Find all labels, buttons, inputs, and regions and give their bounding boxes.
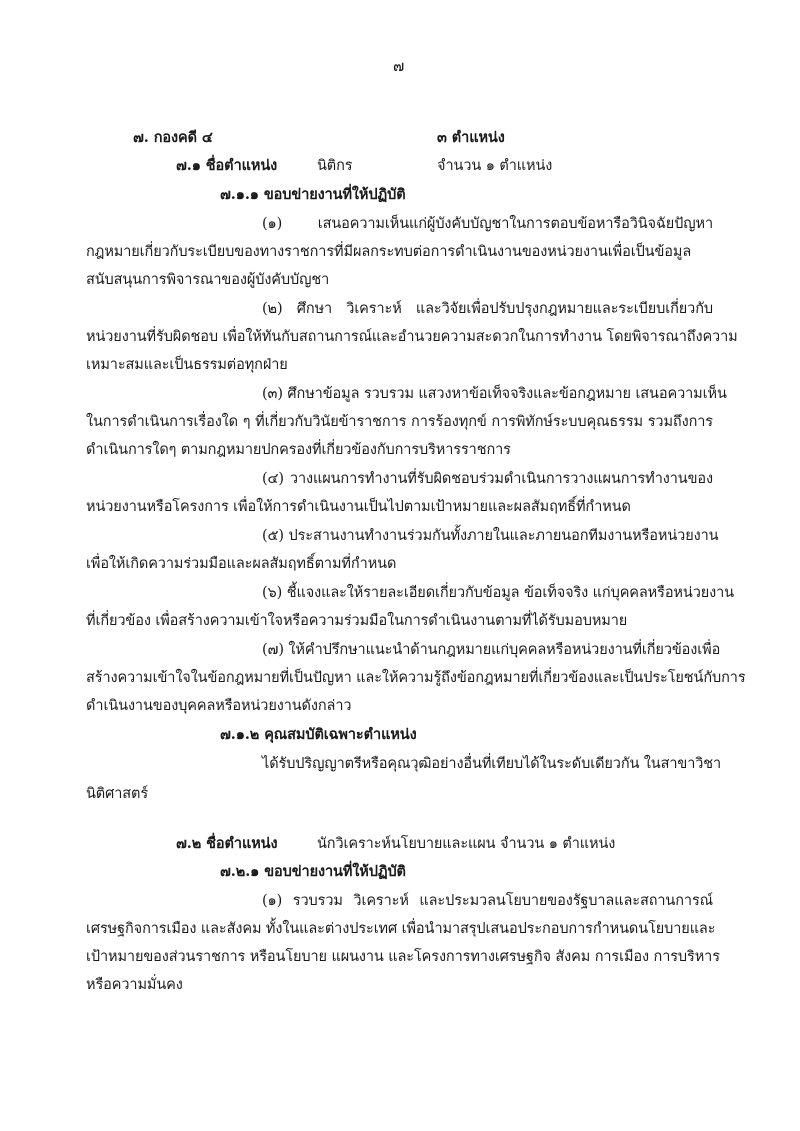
position-label: ๗.๒ ชื่อตำแหน่ง [176, 835, 278, 852]
qualifications-heading: ๗.๑.๒ คุณสมบัติเฉพาะตำแหน่ง [220, 726, 417, 743]
position-count: จำนวน ๑ ตำแหน่ง [500, 836, 616, 852]
paragraph-line: ดำเนินงานของบุคคลหรือหน่วยงานดังกล่าว [86, 698, 352, 714]
page-number: ๗ [393, 57, 405, 75]
position-count: จำนวน ๑ ตำแหน่ง [437, 158, 553, 174]
paragraph-line: หน่วยงานหรือโครงการ เพื่อให้การดำเนินงานเป็นไปตามเป้าหมายและผลสัมฤทธิ์ที่กำหนด [86, 499, 631, 515]
paragraph-line: (๗) ให้คำปรึกษาแนะนำด้านกฎหมายแก่บุคคลหรือหน่วยงานที่เกี่ยวข้องเพื่อ [262, 642, 721, 658]
paragraph-line: เหมาะสมและเป็นธรรมต่อทุกฝ่าย [86, 357, 288, 373]
section-heading-count: ๓ ตำแหน่ง [437, 129, 505, 146]
paragraph-line: (๕) ประสานงานทำงานร่วมกันทั้งภายในและภายนอกทีมงานหรือหน่วยงาน [262, 528, 719, 544]
position-label: ๗.๑ ชื่อตำแหน่ง [176, 157, 278, 174]
paragraph-line: นิติศาสตร์ [86, 786, 149, 802]
paragraph-line: หน่วยงานที่รับผิดชอบ เพื่อให้ทันกับสถานการณ์และอำนวยความสะดวกในการทำงาน โดยพิจารณาถึงความ [86, 329, 738, 345]
paragraph-line: กฎหมายเกี่ยวกับระเบียบของทางราชการที่มีผลกระทบต่อการดำเนินงานของหน่วยงานเพื่อเป็นข้อมูล [86, 244, 692, 260]
paragraph-line: สร้างความเข้าใจในข้อกฎหมายที่เป็นปัญหา และให้ความรู้ถึงข้อกฎหมายที่เกี่ยวข้องและเป็นประโยชน์กับการ [86, 670, 746, 686]
paragraph-line: หรือความมั่นคง [86, 977, 183, 993]
paragraph-line: เศรษฐกิจการเมือง และสังคม ทั้งในและต่างประเทศ เพื่อนำมาสรุปเสนอประกอบการกำหนดนโยบายและ [86, 921, 716, 937]
paragraph-line: (๔) วางแผนการทำงานที่รับผิดชอบร่วมดำเนินการวางแผนการทำงานของ [262, 471, 713, 487]
paragraph-line: (๒) ศึกษา วิเคราะห์ และวิจัยเพื่อปรับปรุงกฎหมายและระเบียบเกี่ยวกับ [262, 301, 713, 317]
paragraph-line: (๓) ศึกษาข้อมูล รวบรวม แสวงหาข้อเท็จจริงและข้อกฎหมาย เสนอความเห็น [262, 386, 727, 402]
paragraph-line: ที่เกี่ยวข้อง เพื่อสร้างความเข้าใจหรือความร่วมมือในการดำเนินงานตามที่ได้รับมอบหมาย [86, 613, 628, 629]
paragraph-line: เพื่อให้เกิดความร่วมมือและผลสัมฤทธิ์ตามที่กำหนด [86, 556, 397, 572]
duties-heading: ๗.๒.๑ ขอบข่ายงานที่ให้ปฏิบัติ [220, 863, 406, 880]
paragraph-line: ดำเนินการใดๆ ตามกฎหมายปกครองที่เกี่ยวข้องกับการบริหารราชการ [86, 442, 511, 458]
section-heading: ๗. กองคดี ๔ [133, 129, 213, 146]
position-title: นักวิเคราะห์นโยบายและแผน [317, 836, 496, 852]
paragraph-line: (๑) เสนอความเห็นแก่ผู้บังคับบัญชาในการตอบข้อหารือวินิจฉัยปัญหา [262, 216, 713, 232]
position-title: นิติกร [317, 158, 353, 174]
duties-heading: ๗.๑.๑ ขอบข่ายงานที่ให้ปฏิบัติ [220, 186, 406, 203]
paragraph-line: สนับสนุนการพิจารณาของผู้บังคับบัญชา [86, 272, 330, 288]
paragraph-line: ได้รับปริญญาตรีหรือคุณวุฒิอย่างอื่นที่เทียบได้ในระดับเดียวกัน ในสาขาวิชา [262, 756, 722, 772]
paragraph-line: (๑) รวบรวม วิเคราะห์ และประมวลนโยบายของรัฐบาลและสถานการณ์ [262, 893, 713, 909]
paragraph-line: (๖) ชี้แจงและให้รายละเอียดเกี่ยวกับข้อมูล ข้อเท็จจริง แก่บุคคลหรือหน่วยงาน [262, 585, 734, 601]
paragraph-line: เป้าหมายของส่วนราชการ หรือนโยบาย แผนงาน และโครงการทางเศรษฐกิจ สังคม การเมือง การบริหาร [86, 949, 720, 965]
paragraph-line: ในการดำเนินการเรื่องใด ๆ ที่เกี่ยวกับวินัยข้าราชการ การร้องทุกข์ การพิทักษ์ระบบคุณธรรม รวมถึงการ [86, 414, 713, 430]
